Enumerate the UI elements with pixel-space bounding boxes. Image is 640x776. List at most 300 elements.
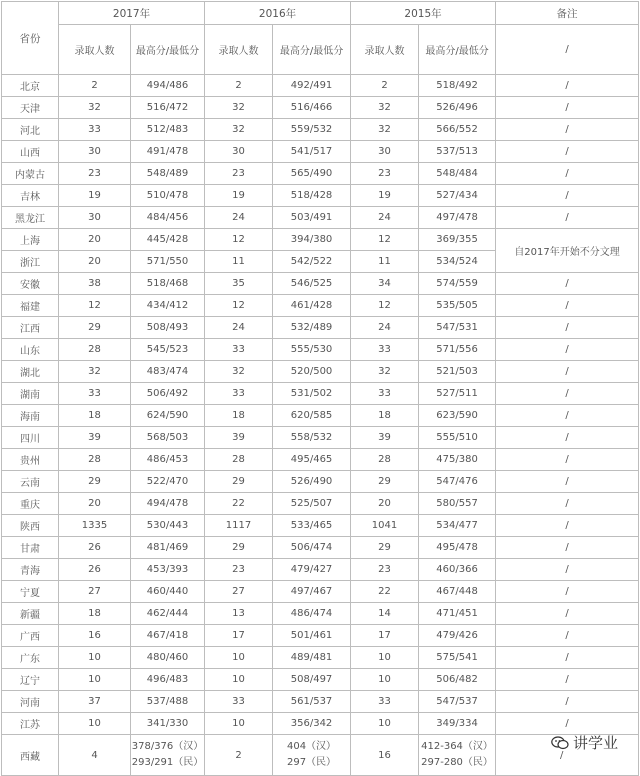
note-cell: / bbox=[496, 713, 639, 735]
admit-count-2016: 22 bbox=[205, 493, 273, 515]
score-range-2015: 526/496 bbox=[419, 97, 496, 119]
admit-count-2016: 27 bbox=[205, 581, 273, 603]
score-range-2015: 534/524 bbox=[419, 251, 496, 273]
table-row bbox=[2, 493, 639, 515]
note-cell: / bbox=[496, 559, 639, 581]
score-range-2017: 445/428 bbox=[131, 229, 205, 251]
admit-count-2015: 12 bbox=[351, 229, 419, 251]
note-cell: / bbox=[496, 691, 639, 713]
table-row bbox=[2, 405, 639, 427]
province-cell: 河北 bbox=[2, 119, 59, 141]
table-row bbox=[2, 339, 639, 361]
province-cell: 江西 bbox=[2, 317, 59, 339]
admit-count-2015: 18 bbox=[351, 405, 419, 427]
note-cell: / bbox=[496, 273, 639, 295]
admit-count-2016: 2 bbox=[205, 75, 273, 97]
score-range-2016: 461/428 bbox=[273, 295, 351, 317]
admit-count-2015: 24 bbox=[351, 207, 419, 229]
province-header: 省份 bbox=[2, 2, 59, 75]
score-range-2015: 555/510 bbox=[419, 427, 496, 449]
score-range-2017: 548/489 bbox=[131, 163, 205, 185]
watermark bbox=[551, 732, 618, 753]
admit-count-2017: 20 bbox=[59, 251, 131, 273]
province-cell: 山东 bbox=[2, 339, 59, 361]
admit-count-2017: 23 bbox=[59, 163, 131, 185]
table-row bbox=[2, 229, 639, 251]
province-cell: 福建 bbox=[2, 295, 59, 317]
note-cell: / bbox=[496, 207, 639, 229]
admit-count-2017: 19 bbox=[59, 185, 131, 207]
year-2015-header: 2015年 bbox=[351, 2, 496, 25]
admit-count-2015: 10 bbox=[351, 713, 419, 735]
table-row bbox=[2, 735, 639, 776]
table-row bbox=[2, 185, 639, 207]
admit-count-2016: 23 bbox=[205, 163, 273, 185]
admit-count-2016: 33 bbox=[205, 339, 273, 361]
admit-count-2015: 39 bbox=[351, 427, 419, 449]
score-range-2015: 534/477 bbox=[419, 515, 496, 537]
score-range-2015: 506/482 bbox=[419, 669, 496, 691]
note-cell: / bbox=[496, 361, 639, 383]
note-cell: / bbox=[496, 515, 639, 537]
admit-count-2015: 24 bbox=[351, 317, 419, 339]
score-range-2015: 537/513 bbox=[419, 141, 496, 163]
province-cell: 北京 bbox=[2, 75, 59, 97]
score-range-2017: 494/486 bbox=[131, 75, 205, 97]
score-range-2015: 471/451 bbox=[419, 603, 496, 625]
note-cell: / bbox=[496, 669, 639, 691]
note-cell: / bbox=[496, 163, 639, 185]
score-range-2017: 481/469 bbox=[131, 537, 205, 559]
admit-count-2015: 32 bbox=[351, 119, 419, 141]
score-range-2017: 494/478 bbox=[131, 493, 205, 515]
score-range-2017: 545/523 bbox=[131, 339, 205, 361]
table-row bbox=[2, 669, 639, 691]
admit-count-2017: 39 bbox=[59, 427, 131, 449]
admit-count-2015: 32 bbox=[351, 361, 419, 383]
year-2017-header: 2017年 bbox=[59, 2, 205, 25]
admit-count-2015: 10 bbox=[351, 647, 419, 669]
score-range-2015: 547/537 bbox=[419, 691, 496, 713]
score-range-2015: 535/505 bbox=[419, 295, 496, 317]
admit-count-2016: 2 bbox=[205, 735, 273, 776]
admit-count-2017: 33 bbox=[59, 383, 131, 405]
province-cell: 青海 bbox=[2, 559, 59, 581]
note-cell: / bbox=[496, 75, 639, 97]
score-range-2016: 565/490 bbox=[273, 163, 351, 185]
note-cell: / bbox=[496, 735, 639, 776]
score-range-2017: 486/453 bbox=[131, 449, 205, 471]
admit-count-2017: 10 bbox=[59, 713, 131, 735]
table-row bbox=[2, 163, 639, 185]
admit-count-2015: 19 bbox=[351, 185, 419, 207]
score-range-2017: 483/474 bbox=[131, 361, 205, 383]
note-cell: / bbox=[496, 647, 639, 669]
score-range-2017: 467/418 bbox=[131, 625, 205, 647]
province-cell: 贵州 bbox=[2, 449, 59, 471]
year-2016-header: 2016年 bbox=[205, 2, 351, 25]
admit-count-2017: 26 bbox=[59, 559, 131, 581]
table-row bbox=[2, 625, 639, 647]
admit-count-2015: 16 bbox=[351, 735, 419, 776]
admit-count-2017: 32 bbox=[59, 97, 131, 119]
score-range-2015: 547/531 bbox=[419, 317, 496, 339]
admit-count-2016: 39 bbox=[205, 427, 273, 449]
note-cell: / bbox=[496, 339, 639, 361]
table-row bbox=[2, 515, 639, 537]
admit-count-2016: 29 bbox=[205, 471, 273, 493]
score-range-2015 bbox=[419, 735, 496, 776]
admit-count-2015: 17 bbox=[351, 625, 419, 647]
score-range-2015: 369/355 bbox=[419, 229, 496, 251]
score-range-2016: 533/465 bbox=[273, 515, 351, 537]
table-row bbox=[2, 295, 639, 317]
admit-count-2017: 33 bbox=[59, 119, 131, 141]
province-cell: 湖北 bbox=[2, 361, 59, 383]
admit-count-2017: 38 bbox=[59, 273, 131, 295]
province-cell: 西藏 bbox=[2, 735, 59, 776]
score-range-2015: 580/557 bbox=[419, 493, 496, 515]
note-cell: / bbox=[496, 493, 639, 515]
score-range-2017: 506/492 bbox=[131, 383, 205, 405]
header-row-years bbox=[2, 2, 639, 25]
score-range-2016: 541/517 bbox=[273, 141, 351, 163]
score-range-2017-line1: 378/376（汉） bbox=[131, 741, 204, 752]
province-cell: 山西 bbox=[2, 141, 59, 163]
admit-count-2015: 1041 bbox=[351, 515, 419, 537]
score-range-2015: 548/484 bbox=[419, 163, 496, 185]
table-row bbox=[2, 471, 639, 493]
admit-count-2015: 32 bbox=[351, 97, 419, 119]
admission-score-table bbox=[1, 1, 639, 776]
province-cell: 江苏 bbox=[2, 713, 59, 735]
table-row bbox=[2, 581, 639, 603]
score-range-2016: 501/461 bbox=[273, 625, 351, 647]
province-cell: 陕西 bbox=[2, 515, 59, 537]
note-cell: / bbox=[496, 97, 639, 119]
province-cell: 辽宁 bbox=[2, 669, 59, 691]
note-cell: / bbox=[496, 185, 639, 207]
table-row bbox=[2, 603, 639, 625]
score-range-2016: 546/525 bbox=[273, 273, 351, 295]
note-cell: / bbox=[496, 141, 639, 163]
watermark-text: 讲学业 bbox=[572, 734, 618, 752]
province-cell: 内蒙古 bbox=[2, 163, 59, 185]
admit-count-2017: 1335 bbox=[59, 515, 131, 537]
admit-count-2017: 12 bbox=[59, 295, 131, 317]
table-row bbox=[2, 713, 639, 735]
score-range-2015: 547/476 bbox=[419, 471, 496, 493]
admit-count-2015: 12 bbox=[351, 295, 419, 317]
admit-count-2017: 37 bbox=[59, 691, 131, 713]
admit-count-2017: 26 bbox=[59, 537, 131, 559]
score-range-2016: 492/491 bbox=[273, 75, 351, 97]
admit-count-2017: 28 bbox=[59, 449, 131, 471]
score-range-2017: 491/478 bbox=[131, 141, 205, 163]
admit-count-2015: 11 bbox=[351, 251, 419, 273]
admit-count-2015: 28 bbox=[351, 449, 419, 471]
admit-count-2017: 27 bbox=[59, 581, 131, 603]
province-cell: 云南 bbox=[2, 471, 59, 493]
note-cell: / bbox=[496, 537, 639, 559]
admit-count-2016: 1117 bbox=[205, 515, 273, 537]
wechat-bubbles-icon bbox=[551, 736, 569, 750]
province-cell: 甘肃 bbox=[2, 537, 59, 559]
score-range-2016: 508/497 bbox=[273, 669, 351, 691]
admit-count-2015: 22 bbox=[351, 581, 419, 603]
admit-count-2016: 10 bbox=[205, 669, 273, 691]
score-range-2017: 522/470 bbox=[131, 471, 205, 493]
admit-count-2017: 29 bbox=[59, 317, 131, 339]
table-row bbox=[2, 383, 639, 405]
table-row bbox=[2, 361, 639, 383]
admit-count-2016: 18 bbox=[205, 405, 273, 427]
admit-count-2016: 13 bbox=[205, 603, 273, 625]
admit-count-2016: 32 bbox=[205, 361, 273, 383]
admit-count-2016: 23 bbox=[205, 559, 273, 581]
admit-count-header-2017: 录取人数 bbox=[59, 25, 131, 75]
admit-count-2016: 12 bbox=[205, 295, 273, 317]
admit-count-2015: 10 bbox=[351, 669, 419, 691]
admit-count-2017: 10 bbox=[59, 647, 131, 669]
table-row bbox=[2, 427, 639, 449]
score-range-2017: 537/488 bbox=[131, 691, 205, 713]
admit-count-header-2016: 录取人数 bbox=[205, 25, 273, 75]
score-range-2016: 561/537 bbox=[273, 691, 351, 713]
header-row-columns bbox=[2, 25, 639, 75]
score-range-2016: 503/491 bbox=[273, 207, 351, 229]
score-range-2016: 356/342 bbox=[273, 713, 351, 735]
table-row bbox=[2, 119, 639, 141]
province-cell: 广西 bbox=[2, 625, 59, 647]
admit-count-2016: 12 bbox=[205, 229, 273, 251]
score-range-2015: 575/541 bbox=[419, 647, 496, 669]
score-range-2016: 559/532 bbox=[273, 119, 351, 141]
admit-count-2016: 19 bbox=[205, 185, 273, 207]
score-range-2017: 341/330 bbox=[131, 713, 205, 735]
admit-count-2015: 33 bbox=[351, 383, 419, 405]
score-range-2016: 532/489 bbox=[273, 317, 351, 339]
score-range-2015: 349/334 bbox=[419, 713, 496, 735]
province-cell: 宁夏 bbox=[2, 581, 59, 603]
admit-count-2016: 29 bbox=[205, 537, 273, 559]
score-range-2016: 479/427 bbox=[273, 559, 351, 581]
note-cell: / bbox=[496, 449, 639, 471]
admit-count-2016: 33 bbox=[205, 383, 273, 405]
table-row bbox=[2, 97, 639, 119]
admit-count-2017: 2 bbox=[59, 75, 131, 97]
score-range-2016: 497/467 bbox=[273, 581, 351, 603]
score-range-2017: 484/456 bbox=[131, 207, 205, 229]
score-range-header-2017: 最高分/最低分 bbox=[131, 25, 205, 75]
score-range-2016: 558/532 bbox=[273, 427, 351, 449]
score-range-2015: 566/552 bbox=[419, 119, 496, 141]
score-range-2017: 516/472 bbox=[131, 97, 205, 119]
admit-count-2015: 23 bbox=[351, 163, 419, 185]
admit-count-2016: 32 bbox=[205, 97, 273, 119]
score-range-2015: 574/559 bbox=[419, 273, 496, 295]
score-range-2017: 460/440 bbox=[131, 581, 205, 603]
table-row bbox=[2, 449, 639, 471]
admit-count-2015: 29 bbox=[351, 471, 419, 493]
notes-header-slash: / bbox=[496, 25, 639, 75]
admit-count-2015: 20 bbox=[351, 493, 419, 515]
score-range-2016: 489/481 bbox=[273, 647, 351, 669]
score-range-2016: 486/474 bbox=[273, 603, 351, 625]
province-cell: 海南 bbox=[2, 405, 59, 427]
note-cell: / bbox=[496, 603, 639, 625]
note-cell: / bbox=[496, 405, 639, 427]
score-range-2015: 479/426 bbox=[419, 625, 496, 647]
admit-count-2016: 28 bbox=[205, 449, 273, 471]
province-cell: 广东 bbox=[2, 647, 59, 669]
table-row bbox=[2, 691, 639, 713]
admit-count-2015: 34 bbox=[351, 273, 419, 295]
admit-count-2017: 18 bbox=[59, 405, 131, 427]
score-range-2015: 475/380 bbox=[419, 449, 496, 471]
note-cell: / bbox=[496, 581, 639, 603]
score-range-2015-line1: 412-364（汉） bbox=[421, 741, 493, 752]
note-cell: / bbox=[496, 625, 639, 647]
score-range-2016: 516/466 bbox=[273, 97, 351, 119]
province-cell: 安徽 bbox=[2, 273, 59, 295]
admit-count-2017: 16 bbox=[59, 625, 131, 647]
admit-count-2017: 18 bbox=[59, 603, 131, 625]
score-range-2016: 620/585 bbox=[273, 405, 351, 427]
admit-count-2016: 24 bbox=[205, 207, 273, 229]
table-row bbox=[2, 141, 639, 163]
score-range-2017: 568/503 bbox=[131, 427, 205, 449]
score-range-2017: 434/412 bbox=[131, 295, 205, 317]
admit-count-2016: 24 bbox=[205, 317, 273, 339]
score-range-2017: 496/483 bbox=[131, 669, 205, 691]
admit-count-2017: 20 bbox=[59, 229, 131, 251]
note-cell: / bbox=[496, 317, 639, 339]
note-cell: / bbox=[496, 295, 639, 317]
score-range-2015: 527/511 bbox=[419, 383, 496, 405]
table-row bbox=[2, 559, 639, 581]
score-range-2017: 518/468 bbox=[131, 273, 205, 295]
score-range-2017: 510/478 bbox=[131, 185, 205, 207]
admit-count-2015: 33 bbox=[351, 691, 419, 713]
score-range-2015-line2: 297-280（民） bbox=[421, 757, 493, 768]
admit-count-2015: 23 bbox=[351, 559, 419, 581]
admit-count-2016: 10 bbox=[205, 647, 273, 669]
score-range-2015: 497/478 bbox=[419, 207, 496, 229]
score-range-2017 bbox=[131, 735, 205, 776]
score-range-2015: 521/503 bbox=[419, 361, 496, 383]
note-cell: / bbox=[496, 383, 639, 405]
score-range-2016: 542/522 bbox=[273, 251, 351, 273]
score-range-2017: 512/483 bbox=[131, 119, 205, 141]
score-range-2016: 531/502 bbox=[273, 383, 351, 405]
score-range-2017: 530/443 bbox=[131, 515, 205, 537]
province-cell: 黑龙江 bbox=[2, 207, 59, 229]
admit-count-2016: 10 bbox=[205, 713, 273, 735]
province-cell: 上海 bbox=[2, 229, 59, 251]
table-row bbox=[2, 537, 639, 559]
score-range-2016 bbox=[273, 735, 351, 776]
admit-count-2015: 14 bbox=[351, 603, 419, 625]
province-cell: 湖南 bbox=[2, 383, 59, 405]
score-range-2015: 527/434 bbox=[419, 185, 496, 207]
notes-header: 备注 bbox=[496, 2, 639, 25]
table-row bbox=[2, 207, 639, 229]
table-row bbox=[2, 75, 639, 97]
table-row bbox=[2, 647, 639, 669]
score-range-2015: 571/556 bbox=[419, 339, 496, 361]
admit-count-2017: 30 bbox=[59, 207, 131, 229]
score-range-2017: 453/393 bbox=[131, 559, 205, 581]
admit-count-2015: 30 bbox=[351, 141, 419, 163]
note-cell: / bbox=[496, 471, 639, 493]
score-range-2016: 555/530 bbox=[273, 339, 351, 361]
admit-count-2017: 4 bbox=[59, 735, 131, 776]
province-cell: 新疆 bbox=[2, 603, 59, 625]
score-range-2016: 495/465 bbox=[273, 449, 351, 471]
admit-count-2016: 35 bbox=[205, 273, 273, 295]
admit-count-2017: 10 bbox=[59, 669, 131, 691]
admit-count-2015: 33 bbox=[351, 339, 419, 361]
score-range-2016: 526/490 bbox=[273, 471, 351, 493]
admit-count-2016: 17 bbox=[205, 625, 273, 647]
admit-count-2016: 30 bbox=[205, 141, 273, 163]
admit-count-2016: 32 bbox=[205, 119, 273, 141]
score-range-2015: 467/448 bbox=[419, 581, 496, 603]
admit-count-2017: 30 bbox=[59, 141, 131, 163]
admit-count-2017: 20 bbox=[59, 493, 131, 515]
score-range-2015: 495/478 bbox=[419, 537, 496, 559]
admit-count-2016: 11 bbox=[205, 251, 273, 273]
score-range-2016-line1: 404（汉） bbox=[286, 741, 337, 752]
score-range-2015: 460/366 bbox=[419, 559, 496, 581]
note-cell: / bbox=[496, 427, 639, 449]
score-range-2017-line2: 293/291（民） bbox=[131, 757, 204, 768]
score-range-2017: 480/460 bbox=[131, 647, 205, 669]
score-range-2017: 462/444 bbox=[131, 603, 205, 625]
score-range-header-2016: 最高分/最低分 bbox=[273, 25, 351, 75]
table-row bbox=[2, 273, 639, 295]
score-range-2016: 520/500 bbox=[273, 361, 351, 383]
score-range-2016-line2: 297（民） bbox=[286, 757, 337, 768]
province-cell: 四川 bbox=[2, 427, 59, 449]
province-cell: 天津 bbox=[2, 97, 59, 119]
score-range-header-2015: 最高分/最低分 bbox=[419, 25, 496, 75]
score-range-2017: 571/550 bbox=[131, 251, 205, 273]
score-range-2017: 624/590 bbox=[131, 405, 205, 427]
province-cell: 河南 bbox=[2, 691, 59, 713]
score-range-2016: 506/474 bbox=[273, 537, 351, 559]
admit-count-2015: 29 bbox=[351, 537, 419, 559]
province-cell: 重庆 bbox=[2, 493, 59, 515]
table-row bbox=[2, 317, 639, 339]
admit-count-2016: 33 bbox=[205, 691, 273, 713]
score-range-2017: 508/493 bbox=[131, 317, 205, 339]
score-range-2016: 394/380 bbox=[273, 229, 351, 251]
score-range-2015: 518/492 bbox=[419, 75, 496, 97]
admit-count-2017: 29 bbox=[59, 471, 131, 493]
admit-count-2017: 28 bbox=[59, 339, 131, 361]
admit-count-header-2015: 录取人数 bbox=[351, 25, 419, 75]
province-cell: 浙江 bbox=[2, 251, 59, 273]
score-range-2016: 518/428 bbox=[273, 185, 351, 207]
note-cell: / bbox=[496, 119, 639, 141]
province-cell: 吉林 bbox=[2, 185, 59, 207]
admit-count-2015: 2 bbox=[351, 75, 419, 97]
merged-note-cell: 自2017年开始不分文理 bbox=[496, 229, 639, 273]
score-range-2015: 623/590 bbox=[419, 405, 496, 427]
admit-count-2017: 32 bbox=[59, 361, 131, 383]
